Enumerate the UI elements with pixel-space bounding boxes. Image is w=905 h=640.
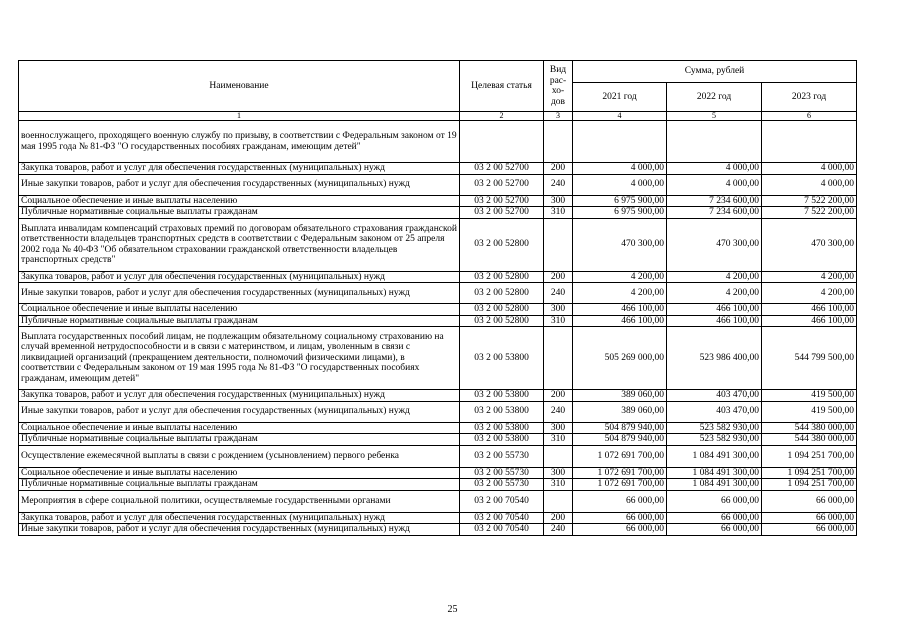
row-target-article: 03 2 00 55730 [460,467,544,479]
table-row [19,121,857,163]
row-amount-2021: 466 100,00 [573,304,667,316]
row-target-article [460,121,544,163]
row-name: Закупка товаров, работ и услуг для обеспечения государственных (муниципальных) нужд [19,512,460,524]
row-expense-type: 300 [544,304,573,316]
table-row [19,304,857,316]
row-target-article: 03 2 00 52700 [460,207,544,219]
row-name: Иные закупки товаров, работ и услуг для обеспечения государственных (муниципальных) нужд [19,524,460,536]
row-expense-type: 200 [544,390,573,402]
row-target-article: 03 2 00 52800 [460,304,544,316]
header-sum: Сумма, рублей [573,61,857,83]
row-amount-2022: 523 582 930,00 [667,434,762,446]
table-row [19,195,857,207]
row-amount-2023 [762,121,857,163]
row-amount-2023: 544 380 000,00 [762,434,857,446]
row-amount-2021: 389 060,00 [573,390,667,402]
row-amount-2021: 466 100,00 [573,315,667,327]
table-body [19,121,857,536]
row-amount-2022: 403 470,00 [667,401,762,422]
row-expense-type: 310 [544,315,573,327]
row-amount-2023: 1 094 251 700,00 [762,467,857,479]
row-expense-type: 300 [544,422,573,434]
row-expense-type [544,218,573,271]
row-name: Закупка товаров, работ и услуг для обеспечения государственных (муниципальных) нужд [19,271,460,283]
row-target-article: 03 2 00 52800 [460,283,544,304]
row-amount-2021: 66 000,00 [573,490,667,512]
row-amount-2021: 1 072 691 700,00 [573,479,667,491]
row-amount-2023: 1 094 251 700,00 [762,445,857,467]
row-amount-2022: 66 000,00 [667,512,762,524]
table-row [19,271,857,283]
table-row [19,390,857,402]
row-amount-2023: 66 000,00 [762,490,857,512]
column-number: 3 [544,112,573,121]
row-amount-2023: 466 100,00 [762,304,857,316]
row-amount-2023: 419 500,00 [762,401,857,422]
row-target-article: 03 2 00 53800 [460,390,544,402]
row-name: военнослужащего, проходящего военную службу по призыву, в соответствии с Федеральным законом от 19 мая 1995 года № 81-ФЗ "О государственных пособиях гражданам, имеющим детей" [19,121,460,163]
row-expense-type: 200 [544,163,573,175]
table-row [19,422,857,434]
table-row [19,174,857,195]
row-amount-2022: 466 100,00 [667,304,762,316]
table-row [19,434,857,446]
row-amount-2023: 7 522 200,00 [762,207,857,219]
row-target-article: 03 2 00 55730 [460,479,544,491]
table-row [19,512,857,524]
row-amount-2023: 66 000,00 [762,512,857,524]
row-amount-2023: 4 000,00 [762,174,857,195]
row-amount-2021: 389 060,00 [573,401,667,422]
row-amount-2023: 66 000,00 [762,524,857,536]
header-year-2021: 2021 год [573,83,667,112]
row-target-article: 03 2 00 70540 [460,512,544,524]
document-page [18,60,856,536]
row-amount-2022: 1 084 491 300,00 [667,467,762,479]
row-target-article: 03 2 00 55730 [460,445,544,467]
row-target-article: 03 2 00 52700 [460,163,544,175]
row-target-article: 03 2 00 52700 [460,195,544,207]
table-row [19,467,857,479]
row-amount-2022: 4 000,00 [667,174,762,195]
row-expense-type [544,121,573,163]
header-expense-type: Вид рас-хо-дов [544,61,573,112]
row-amount-2021 [573,121,667,163]
row-amount-2021: 6 975 900,00 [573,195,667,207]
row-amount-2022: 466 100,00 [667,315,762,327]
row-amount-2022: 66 000,00 [667,490,762,512]
row-amount-2023: 544 799 500,00 [762,327,857,390]
row-amount-2023: 4 200,00 [762,271,857,283]
row-name: Выплата государственных пособий лицам, не подлежащим обязательному социальному страхованию на случай временной нетрудоспособности и в связи с материнством, и лицам, уволенным в связи с ликвидацией организаций (прекращением деятельности, полномочий физическими лицами), в соответствии с Федеральным законом от 19 мая 1995 года № 81-ФЗ "О государственных пособиях гражданам, имеющим детей" [19,327,460,390]
row-amount-2022: 4 200,00 [667,283,762,304]
row-name: Публичные нормативные социальные выплаты гражданам [19,434,460,446]
budget-table [18,60,857,536]
row-amount-2021: 4 000,00 [573,174,667,195]
row-target-article: 03 2 00 53800 [460,434,544,446]
row-expense-type [544,327,573,390]
row-name: Иные закупки товаров, работ и услуг для обеспечения государственных (муниципальных) нужд [19,283,460,304]
column-number: 2 [460,112,544,121]
row-amount-2022: 523 582 930,00 [667,422,762,434]
row-amount-2023: 470 300,00 [762,218,857,271]
row-amount-2021: 4 200,00 [573,271,667,283]
row-amount-2022: 470 300,00 [667,218,762,271]
row-name: Социальное обеспечение и иные выплаты населению [19,422,460,434]
row-amount-2022: 403 470,00 [667,390,762,402]
row-target-article: 03 2 00 53800 [460,422,544,434]
row-amount-2023: 544 380 000,00 [762,422,857,434]
table-row [19,315,857,327]
row-expense-type: 240 [544,283,573,304]
row-name: Публичные нормативные социальные выплаты гражданам [19,479,460,491]
row-target-article: 03 2 00 52800 [460,271,544,283]
column-number: 6 [762,112,857,121]
row-expense-type [544,490,573,512]
row-amount-2022: 1 084 491 300,00 [667,445,762,467]
row-amount-2021: 6 975 900,00 [573,207,667,219]
row-amount-2021: 505 269 000,00 [573,327,667,390]
column-number: 5 [667,112,762,121]
row-expense-type: 310 [544,434,573,446]
row-amount-2021: 4 200,00 [573,283,667,304]
table-row [19,524,857,536]
row-target-article: 03 2 00 53800 [460,401,544,422]
header-target-article: Целевая статья [460,61,544,112]
row-name: Социальное обеспечение и иные выплаты населению [19,304,460,316]
row-amount-2023: 419 500,00 [762,390,857,402]
header-row-top [19,61,857,83]
row-amount-2021: 470 300,00 [573,218,667,271]
row-expense-type [544,445,573,467]
row-target-article: 03 2 00 52700 [460,174,544,195]
column-number: 4 [573,112,667,121]
row-amount-2022: 7 234 600,00 [667,195,762,207]
row-amount-2021: 66 000,00 [573,524,667,536]
table-row [19,445,857,467]
row-name: Осуществление ежемесячной выплаты в связи с рождением (усыновлением) первого ребенка [19,445,460,467]
row-amount-2022: 1 084 491 300,00 [667,479,762,491]
row-expense-type: 240 [544,174,573,195]
row-target-article: 03 2 00 52800 [460,315,544,327]
row-amount-2022 [667,121,762,163]
row-expense-type: 310 [544,207,573,219]
row-name: Социальное обеспечение и иные выплаты населению [19,467,460,479]
table-row [19,283,857,304]
row-expense-type: 200 [544,512,573,524]
page-number: 25 [447,604,458,615]
table-row [19,207,857,219]
row-amount-2023: 4 200,00 [762,283,857,304]
row-expense-type: 200 [544,271,573,283]
row-amount-2021: 4 000,00 [573,163,667,175]
row-amount-2021: 1 072 691 700,00 [573,467,667,479]
table-row [19,490,857,512]
row-amount-2022: 7 234 600,00 [667,207,762,219]
table-row [19,479,857,491]
header-year-2023: 2023 год [762,83,857,112]
row-expense-type: 240 [544,524,573,536]
column-number: 1 [19,112,460,121]
row-name: Публичные нормативные социальные выплаты гражданам [19,207,460,219]
row-amount-2022: 523 986 400,00 [667,327,762,390]
header-year-2022: 2022 год [667,83,762,112]
row-name: Мероприятия в сфере социальной политики, осуществляемые государственными органами [19,490,460,512]
row-name: Закупка товаров, работ и услуг для обеспечения государственных (муниципальных) нужд [19,163,460,175]
table-row [19,218,857,271]
row-expense-type: 300 [544,467,573,479]
row-target-article: 03 2 00 53800 [460,327,544,390]
header-name: Наименование [19,61,460,112]
row-amount-2023: 4 000,00 [762,163,857,175]
row-target-article: 03 2 00 70540 [460,490,544,512]
row-name: Публичные нормативные социальные выплаты гражданам [19,315,460,327]
row-name: Выплата инвалидам компенсаций страховых премий по договорам обязательного страхования гражданской ответственности владельцев транспортных средств в соответствии с Федеральным законом от 25 апреля 2002 года № 40-ФЗ "Об обязательном страховании гражданской ответственности владельцев транспортных средств" [19,218,460,271]
row-amount-2023: 7 522 200,00 [762,195,857,207]
row-name: Иные закупки товаров, работ и услуг для обеспечения государственных (муниципальных) нужд [19,401,460,422]
row-amount-2021: 504 879 940,00 [573,422,667,434]
row-amount-2022: 4 000,00 [667,163,762,175]
row-amount-2021: 504 879 940,00 [573,434,667,446]
row-expense-type: 300 [544,195,573,207]
row-name: Социальное обеспечение и иные выплаты населению [19,195,460,207]
row-amount-2023: 1 094 251 700,00 [762,479,857,491]
row-amount-2022: 4 200,00 [667,271,762,283]
table-row [19,327,857,390]
table-row [19,163,857,175]
row-name: Иные закупки товаров, работ и услуг для обеспечения государственных (муниципальных) нужд [19,174,460,195]
row-expense-type: 240 [544,401,573,422]
row-target-article: 03 2 00 52800 [460,218,544,271]
row-amount-2023: 466 100,00 [762,315,857,327]
column-number-row [19,112,857,121]
row-name: Закупка товаров, работ и услуг для обеспечения государственных (муниципальных) нужд [19,390,460,402]
row-amount-2021: 1 072 691 700,00 [573,445,667,467]
row-target-article: 03 2 00 70540 [460,524,544,536]
row-amount-2022: 66 000,00 [667,524,762,536]
row-amount-2021: 66 000,00 [573,512,667,524]
table-row [19,401,857,422]
row-expense-type: 310 [544,479,573,491]
